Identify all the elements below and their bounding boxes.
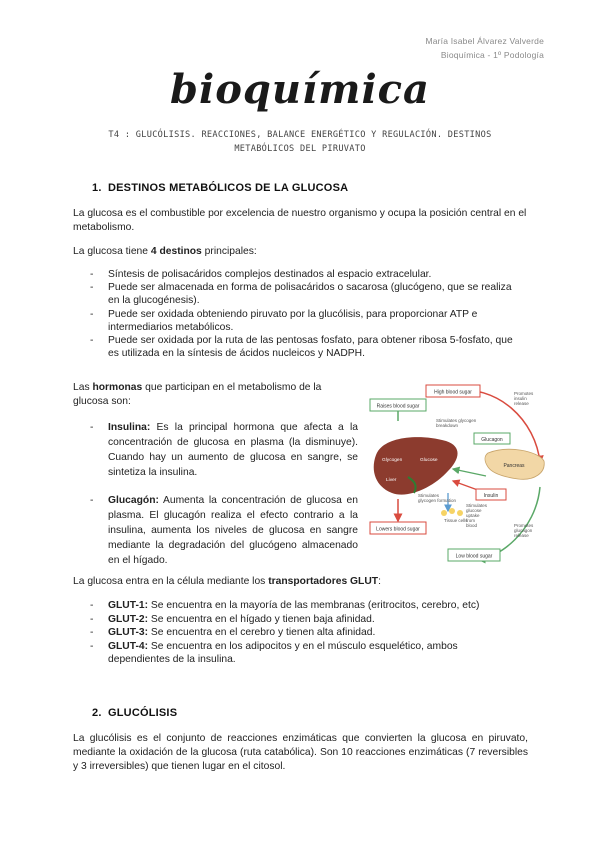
glut-text: Se encuentra en los adipocitos y en el músculo esquelético, ambos dependientes de la insulina. [108,640,458,665]
lowers-text: Lowers blood sugar [376,526,420,533]
list-item: - Síntesis de polisacáridos complejos destinados al espacio extracelular. [90,268,520,281]
insulin-text: Insulin [483,493,499,499]
raises-text: Raises blood sugar [376,403,420,410]
hormonas-intro [73,381,353,409]
svg-text:breakdown: breakdown [436,423,459,428]
glut-item [90,613,520,627]
glucagon-text: Aumenta la concentración de glucosa en plasma. El glucagón realiza el efecto contrario a la insulina, aumenta los niveles de glucosa en sangre mediante la degradación del glucógeno almacenado en el hígado. [108,495,358,566]
svg-text:release: release [514,401,529,406]
destinos-post: principales: [201,246,257,257]
liver-label: Liver [386,478,397,483]
section-2-heading: GLUCÓLISIS [108,707,178,719]
glut-label: GLUT-4: [108,640,149,652]
diagram-svg [368,381,546,567]
section-1-heading: DESTINOS METABÓLICOS DE LA GLUCOSA [108,182,349,194]
arrow-glucagon [453,469,486,476]
destinos-list [90,268,520,360]
svg-text:glucagon: glucagon [514,528,533,533]
hormone-insulina [90,420,358,480]
list-item: - Puede ser oxidada obteniendo piruvato por la glucólisis, para proporcionar ATP e intermediarios metabólicos. [90,308,520,334]
svg-text:uptake: uptake [466,513,480,518]
hormonas-pre: Las [73,382,93,393]
section-2-intro: La glucólisis es el conjunto de reacciones enzimáticas que convierten la glucosa en piruvato, mediante la oxidación de la glucosa (ruta catabólica). Son 10 reacciones enzimáticas (7 reversibles y 3 irreversibles) que tienen lugar en el citosol. [73,733,528,772]
glut-bold: transportadores GLUT [268,576,379,587]
glucagon-text: Glucagon [481,437,503,443]
glut-item [90,640,520,667]
glut-pre: La glucosa entra en la célula mediante los [73,576,269,587]
glut-intro [73,575,528,589]
svg-text:glycogen formation: glycogen formation [418,498,457,503]
low-text: Low blood sugar [455,553,493,560]
glut-list [90,599,520,667]
glut-label: GLUT-3: [108,627,149,638]
pancreas-label: Pancreas [503,463,525,469]
svg-text:blood: blood [466,523,478,528]
subtitle-line-1: T4 : GLUCÓLISIS. REACCIONES, BALANCE ENERGÉTICO Y REGULACIÓN. DESTINOS [108,130,492,140]
glut-text: Se encuentra en la mayoría de las membranas (eritrocitos, cerebro, etc) [148,600,480,611]
glycogen-label: Glycogen [382,458,403,463]
glut-text: Se encuentra en el hígado y tienen baja afinidad. [148,613,375,625]
glucose-label: Glucose [420,458,438,463]
high-text: High blood sugar [434,389,472,396]
hormonas-bold: hormonas [92,382,143,393]
hormone-glucagon [90,493,358,568]
hormonas-post: que participan en el metabolismo de la glucosa son: [73,382,322,407]
promotes-glucagon-text: Promotes [514,523,534,528]
destinos-intro [73,245,528,259]
svg-text:insulin: insulin [514,396,527,401]
destinos-pre: La glucosa tiene [73,246,151,257]
glut-item [90,599,520,613]
svg-text:from: from [466,518,475,523]
section-1-number: 1. [92,182,102,194]
topic-subtitle [60,128,540,156]
insulina-label: Insulina: [108,422,151,433]
section-1-intro: La glucosa es el combustible por excelencia de nuestro organismo y ocupa la posición central en el metabolismo. [73,208,527,233]
stimulates-breakdown-text: Stimulates glycogen [436,418,477,423]
stimulates-formation-text: Stimulates [418,493,440,498]
section-2-number: 2. [92,707,102,719]
hormonas-list [90,420,358,568]
course-name: Bioquímica - 1º Podología [440,50,544,60]
glut-text: Se encuentra en el cerebro y tienen alta afinidad. [148,627,376,638]
list-item: - Puede ser almacenada en forma de polisacáridos o sacarosa (glucógeno, que se realiza en la glucogénesis). [90,281,520,307]
glucagon-label: Glucagón: [108,495,159,506]
svg-text:release: release [514,533,529,538]
stimulates-uptake-text: Stimulates [466,503,488,508]
glut-label: GLUT-1: [108,600,149,611]
glut-item [90,626,520,640]
glut-label: GLUT-2: [108,613,149,625]
author-name: María Isabel Álvarez Valverde [425,36,544,46]
promotes-insulin-text: Promotes [514,391,534,396]
tissue-cells-text: Tissue cells [444,518,468,523]
destinos-bold: 4 destinos [150,246,202,257]
svg-text:glucose: glucose [466,508,482,513]
glucose-regulation-diagram [368,381,546,567]
list-item: - Puede ser oxidada por la ruta de las pentosas fosfato, para obtener ribosa 5-fosfato, que es utilizada en la síntesis de ácidos nucleicos y NADPH. [90,334,520,360]
document-title: bioquímica [170,66,430,113]
insulina-text: Es la principal hormona que afecta a la concentración de glucosa en plasma (la disminuye). Cuando hay un aumento de glucosa en sangre, se sintetiza la insulina. [108,422,358,478]
subtitle-line-2: METABÓLICOS DEL PIRUVATO [234,144,366,154]
glut-post: : [378,576,381,587]
